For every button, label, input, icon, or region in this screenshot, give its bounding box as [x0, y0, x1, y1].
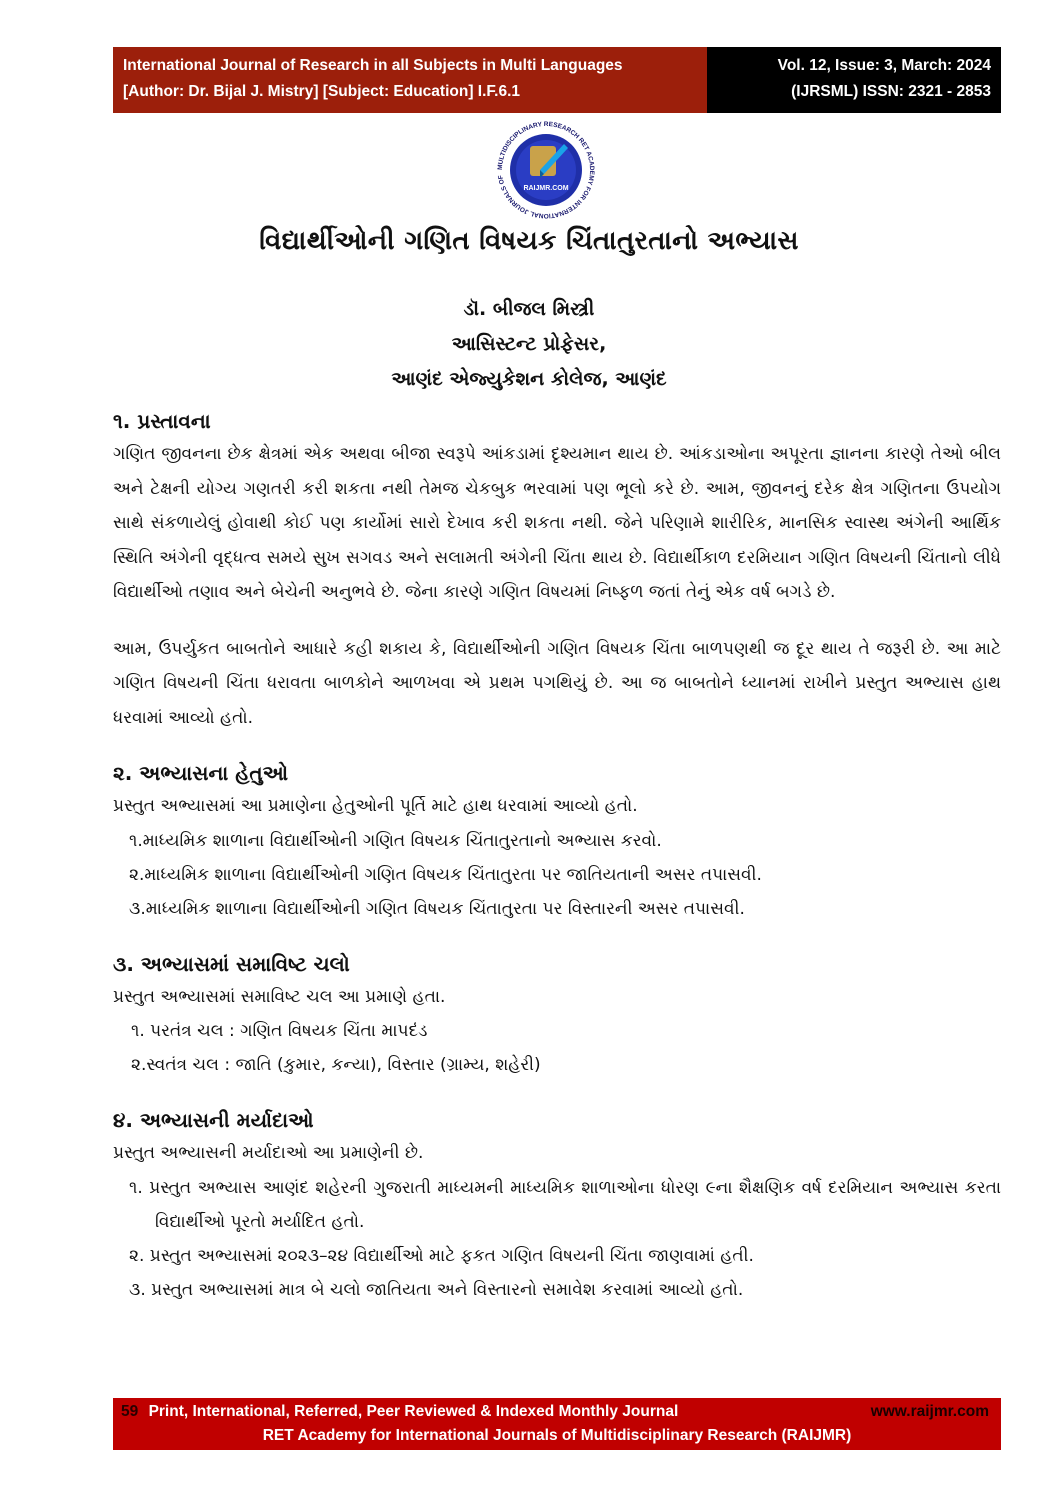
section-objectives — [113, 757, 1001, 926]
objectives-list — [113, 824, 1001, 926]
logo-emblem-icon — [478, 118, 614, 222]
paper-title: વિદ્યાર્થીઓની ગણિત વિષયક ચિંતાતુરતાનો અભ્યાસ — [259, 226, 799, 256]
section-heading: ૩. અભ્યાસમાં સમાવિષ્ટ ચલો — [113, 951, 350, 976]
variables-list — [113, 1014, 1001, 1082]
intro-paragraph-1: ગણિત જીવનના છેક ક્ષેત્રમાં એક અથવા બીજા સ્વરૂપે આંકડામાં દૃશ્યમાન થાય છે. આંકડાઓના અપૂરતા જ્ઞાનના કારણે તેઓ બીલ અને ટેક્ષની યોગ્ય ગણતરી કરી શકતા નથી તેમજ ચેકબુક ભરવામાં પણ ભૂલો કરે છે. આમ, જીવનનું દરેક ક્ષેત્ર ગણિતના ઉપયોગ સાથે સંકળાયેલું હોવાથી કોઈ પણ કાર્યોમાં સારો દેખાવ કરી શકતા નથી. જેને પરિણામે શારીરિક, માનસિક સ્વાસ્થ અંગેની આર્થિક સ્થિતિ અંગેની વૃદ્ધત્વ સમયે સુખ સગવડ અને સલામતી અંગેની ચિંતા થાય છે. વિદ્યાર્થીકાળ દરમિયાન ગણિત વિષયની ચિંતાનો લીધે વિદ્યાર્થીઓ તણાવ અને બેચેની અનુભવે છે. જેના કારણે ગણિત વિષયમાં નિષ્ફળ જતાં તેનું એક વર્ષ બગડે છે. — [113, 444, 1001, 602]
author-name: ડૉ. બીજલ મિસ્ત્રી — [463, 298, 595, 320]
list-item: ૧. પરતંત્ર ચલ : ગણિત વિષયક ચિંતા માપદંડ — [131, 1021, 428, 1041]
footer-publisher: RET Academy for International Journals of Multidisciplinary Research (RAIJMR) — [262, 1427, 852, 1444]
author-block — [0, 292, 1058, 397]
footer-tagline: Print, International, Referred, Peer Reviewed & Indexed Monthly Journal — [148, 1403, 679, 1420]
list-item: ૨.માધ્યમિક શાળાના વિદ્યાર્થીઓની ગણિત વિષયક ચિંતાતુરતા પર જાતિયતાની અસર તપાસવી. — [129, 864, 762, 885]
list-item: ૧. પ્રસ્તુત અભ્યાસ આણંદ શહેરની ગુજરાતી માધ્યમની માધ્યમિક શાળાઓના ધોરણ ૯ના શૈક્ષણિક વર્ષ દરમિયાન અભ્યાસ કરતા વિદ્યાર્થીઓ પૂરતો મર્યાદિત હતો. — [129, 1177, 1001, 1232]
list-item: ૩.માધ્યમિક શાળાના વિદ્યાર્થીઓની ગણિત વિષયક ચિંતાતુરતા પર વિસ્તારની અસર તપાસવી. — [129, 898, 745, 919]
raijmr-logo — [478, 118, 614, 222]
author-institution: આણંદ એજ્યુકેશન કોલેજ, આણંદ — [391, 368, 667, 390]
header-right-panel — [707, 47, 1001, 113]
author-subject-line: [Author: Dr. Bijal J. Mistry] [Subject: Education] I.F.6.1 — [123, 83, 521, 100]
issn: (IJRSML) ISSN: 2321 - 2853 — [791, 83, 991, 100]
section-heading: ૨. અભ્યાસના હેતુઓ — [113, 761, 289, 785]
logo-center-text: RAIJMR.COM — [523, 185, 569, 192]
page-number: 59 — [121, 1403, 139, 1420]
list-item: ૧.માધ્યમિક શાળાના વિદ્યાર્થીઓની ગણિત વિષયક ચિંતાતુરતાનો અભ્યાસ કરવો. — [129, 830, 662, 851]
header-left-panel — [113, 47, 707, 113]
volume-issue: Vol. 12, Issue: 3, March: 2024 — [777, 57, 991, 74]
section-introduction — [113, 405, 1001, 735]
footer-top-row — [121, 1401, 989, 1423]
section-limitations — [113, 1104, 1001, 1307]
list-item: ૨.સ્વતંત્ર ચલ : જાતિ (કુમાર, કન્યા), વિસ્તાર (ગ્રામ્ય, શહેરી) — [131, 1055, 541, 1075]
paper-body — [113, 405, 1001, 1307]
logo-ring-text: MULTIDISCIPLINARY RESEARCH RET ACADEMY FOR INTERNATIONAL JOURNALS OF — [496, 120, 596, 220]
objectives-intro: પ્રસ્તુત અભ્યાસમાં આ પ્રમાણેના હેતુઓની પૂર્તિ માટે હાથ ધરવામાં આવ્યો હતો. — [113, 796, 638, 816]
section-variables — [113, 948, 1001, 1083]
limitations-list — [113, 1171, 1001, 1307]
limitations-intro: પ્રસ્તુત અભ્યાસની મર્યાદાઓ આ પ્રમાણેની છે. — [113, 1143, 424, 1163]
section-heading: ૪. અભ્યાસની મર્યાદાઓ — [113, 1108, 314, 1132]
intro-paragraph-2: આમ, ઉપર્યુકત બાબતોને આધારે કહી શકાય કે, વિદ્યાર્થીઓની ગણિત વિષયક ચિંતા બાળપણથી જ દૂર થાય તે જરૂરી છે. આ માટે ગણિત વિષયની ચિંતા ધરાવતા બાળકોને આળખવા એ પ્રથમ પગથિયું છે. આ જ બાબતોને ધ્યાનમાં રાખીને પ્રસ્તુત અભ્યાસ હાથ ધરવામાં આવ્યો હતો. — [113, 638, 1001, 728]
variables-intro: પ્રસ્તુત અભ્યાસમાં સમાવિષ્ટ ચલ આ પ્રમાણે હતા. — [113, 986, 446, 1007]
author-designation: આસિસ્ટન્ટ પ્રોફેસર, — [451, 333, 607, 355]
journal-name: International Journal of Research in all Subjects in Multi Languages — [123, 57, 623, 74]
journal-header — [113, 47, 1001, 113]
journal-footer — [113, 1398, 1001, 1450]
journal-url-link[interactable]: www.raijmr.com — [870, 1403, 989, 1420]
list-item: ૨. પ્રસ્તુત અભ્યાસમાં ૨૦૨૩–૨૪ વિદ્યાર્થીઓ માટે ફકત ગણિત વિષયની ચિંતા જાણવામાં હતી. — [129, 1245, 754, 1266]
list-item: ૩. પ્રસ્તુત અભ્યાસમાં માત્ર બે ચલો જાતિયતા અને વિસ્તારનો સમાવેશ કરવામાં આવ્યો હતો. — [129, 1279, 744, 1300]
section-heading: ૧. પ્રસ્તાવના — [113, 409, 211, 433]
